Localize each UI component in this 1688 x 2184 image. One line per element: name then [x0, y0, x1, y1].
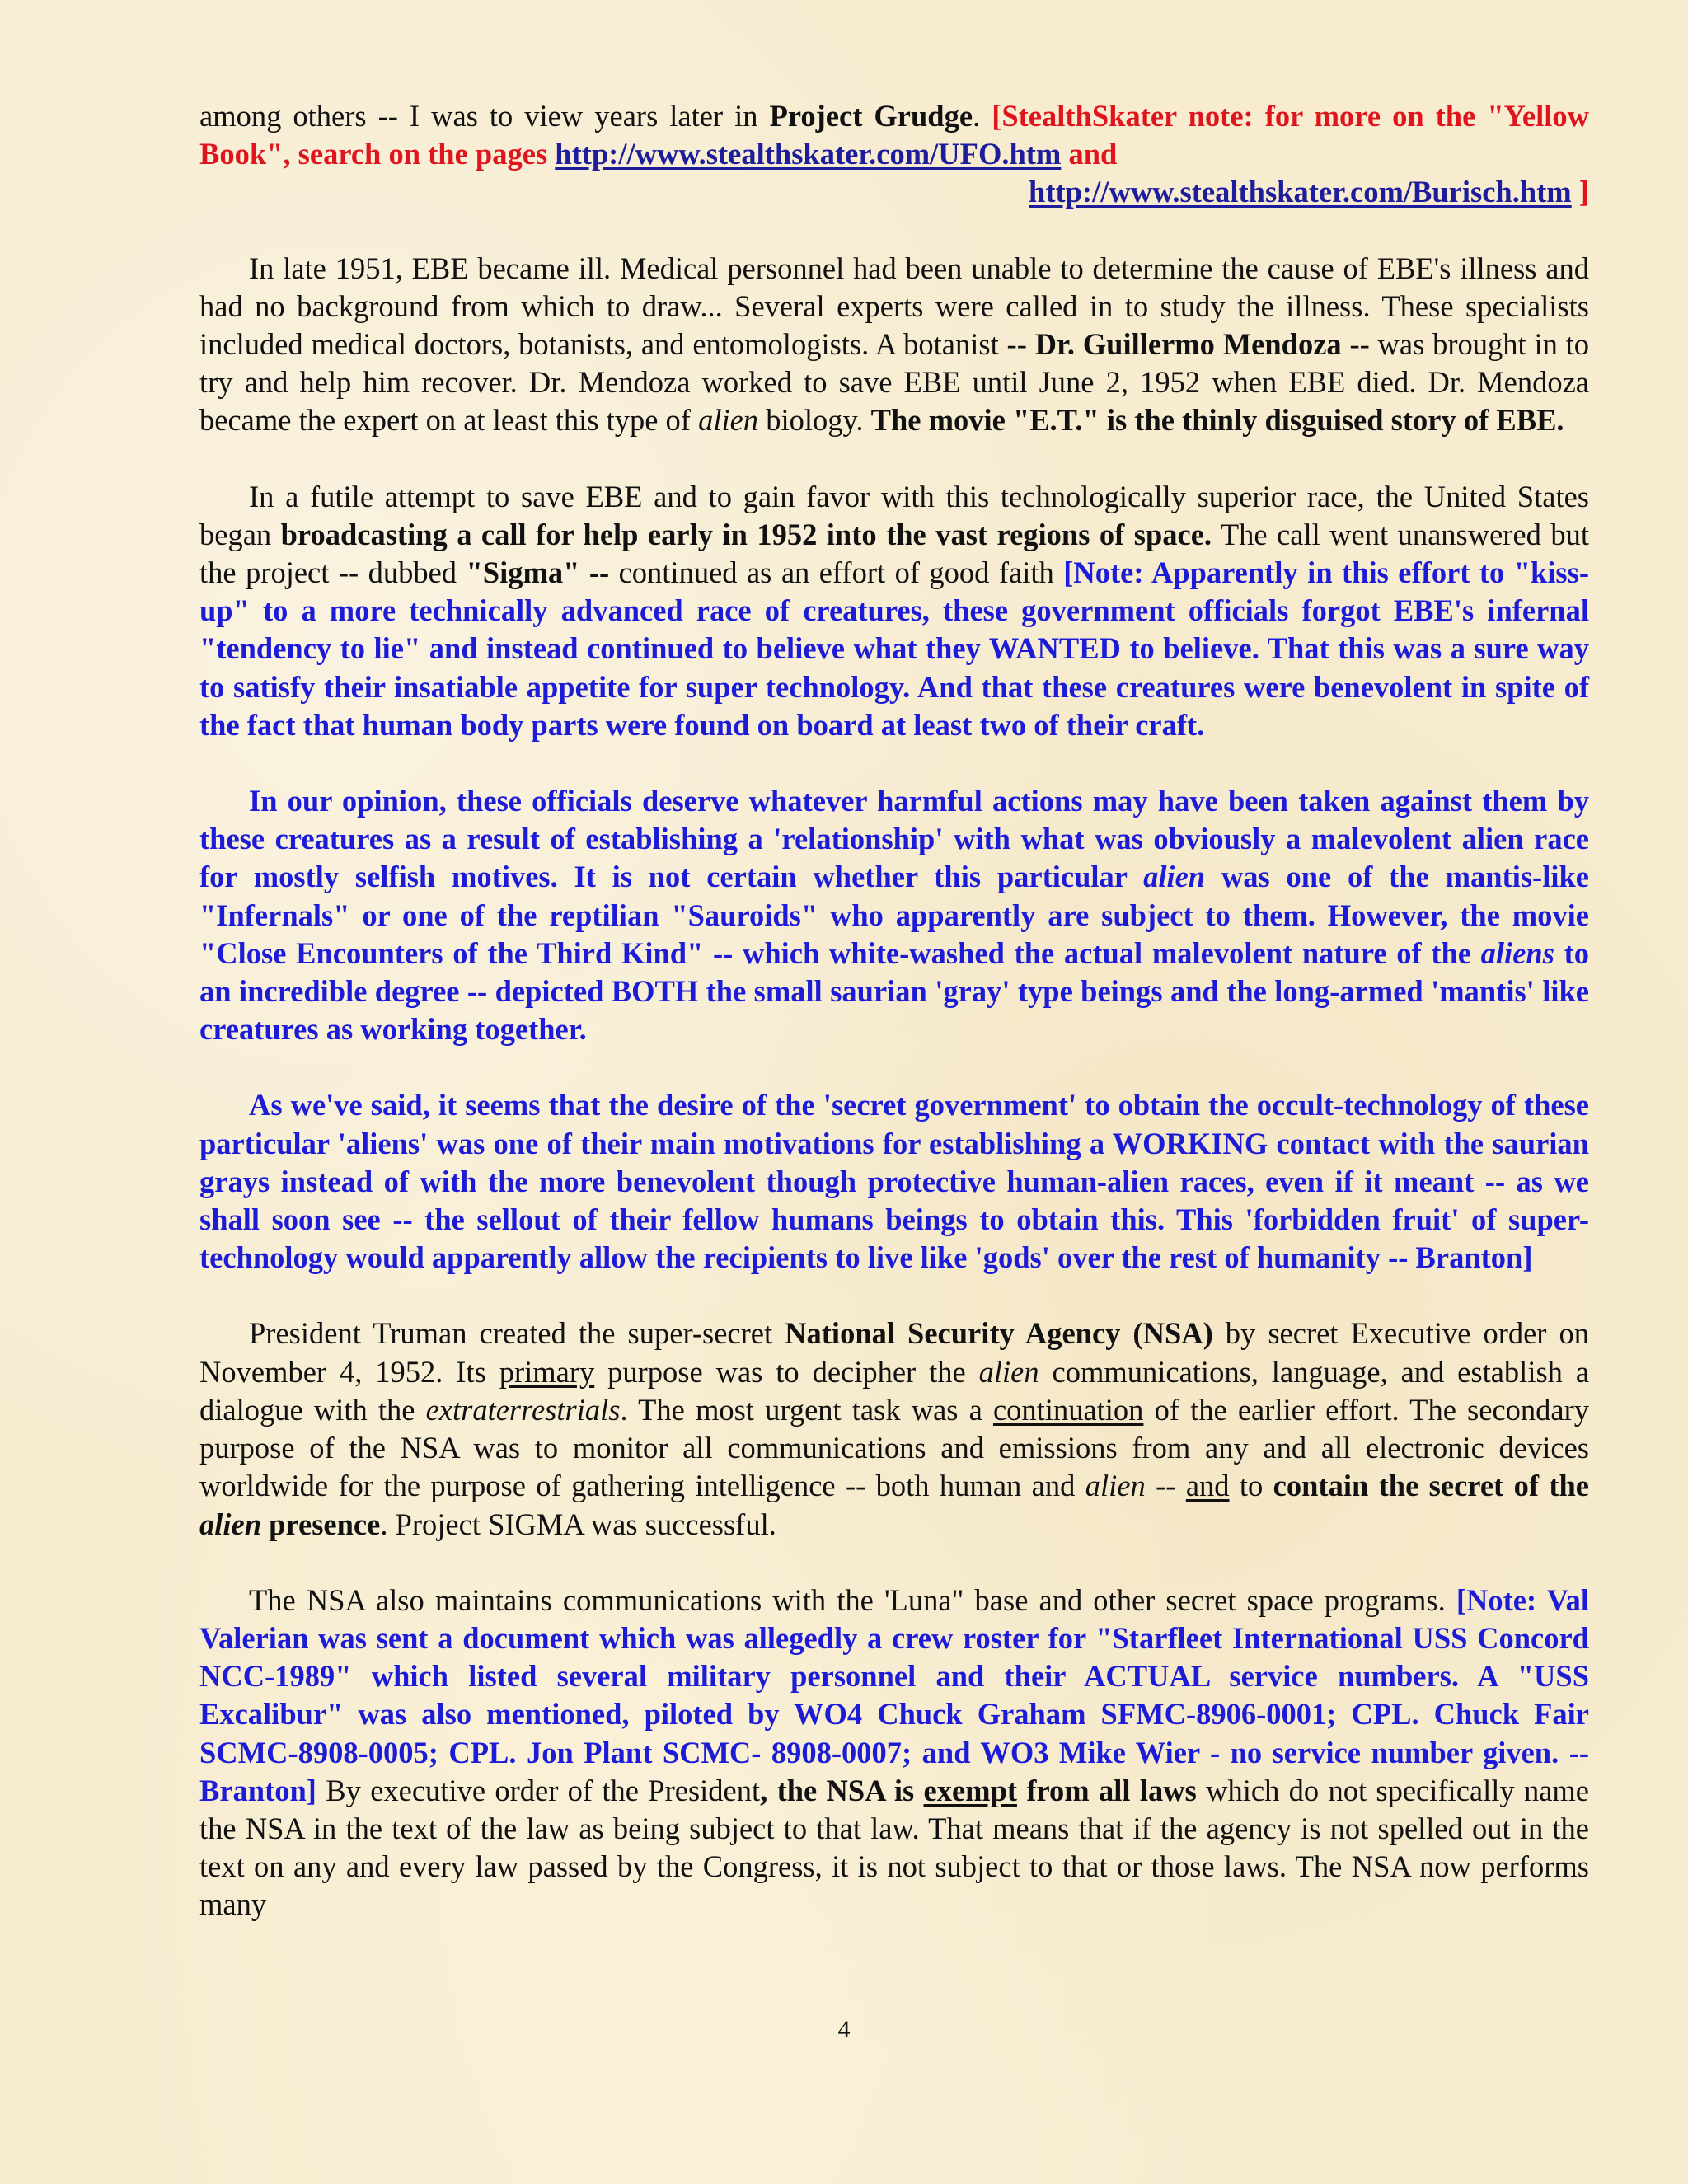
italic-alien: alien — [978, 1354, 1039, 1389]
text-run: By executive order of the President — [316, 1773, 761, 1807]
text-run: -- — [1145, 1469, 1186, 1503]
text-run: The NSA also maintains communications with the 'Luna" base and other secret space programs. — [249, 1582, 1456, 1617]
paragraph-link-line — [199, 173, 1589, 211]
text-run: communications, language, and establish a dialogue with the — [199, 1354, 1590, 1427]
paragraph-gap — [199, 1277, 1589, 1315]
text-run: by secret Executive order on November 4, 1952. Its — [199, 1316, 1590, 1389]
burisch-page-link[interactable]: http://www.stealthskater.com/Burisch.htm — [1029, 175, 1572, 209]
text-run: President Truman created the super-secret — [249, 1316, 785, 1351]
text-run: In a futile attempt to save EBE and to gain favor with this technologically superior race, the United States began — [199, 479, 1589, 551]
paragraph-gap — [199, 744, 1589, 782]
et-movie-text: The movie "E.T." is the thinly disguised story of EBE. — [870, 403, 1564, 438]
stealthskater-note: [StealthSkater note: for more on the "Yellow Book", search on the pages — [199, 99, 1589, 171]
nsa-name: National Security Agency (NSA) — [785, 1316, 1213, 1351]
nsa-is-text: , the NSA is — [760, 1773, 924, 1807]
paragraph-gap — [199, 440, 1589, 478]
paragraph-sigma — [199, 478, 1589, 744]
text-run: to — [1229, 1469, 1273, 1503]
text-run: . — [973, 99, 992, 133]
text-run: In our opinion, these officials deserve whatever harmful actions may have been taken against them by these creatures as a result of establishing a 'relationship' with what was obviously a malevolent alien race for mostly selfish motives. It is not certain whether this particular — [199, 784, 1589, 894]
paragraph-nsa-luna — [199, 1582, 1589, 1924]
text-run: among others -- I was to view years later in — [199, 99, 770, 133]
presence-text: presence — [261, 1507, 381, 1541]
broadcast-call-text: broadcasting a call for help early in 1952 into the vast regions of space. — [280, 517, 1212, 551]
text-run: The call went unanswered but the project -- dubbed — [199, 517, 1590, 590]
from-all-laws-text: from all laws — [1017, 1773, 1197, 1807]
text-run: which do not specifically name the NSA in the text of the law as being subject to that law. That means that if the agency is not spelled out in the text on any and every law passed by the Congress, it is not subject to that or those laws. The NSA now performs many — [199, 1773, 1589, 1922]
text-run: was one of the mantis-like "Infernals" or one of the reptilian "Sauroids" who apparently are subject to them. However, the movie "Close Encounters of the Third Kind" -- which white-washed the actual malevolent nature of the — [199, 860, 1589, 970]
paragraph-opinion — [199, 782, 1589, 1048]
mendoza-name: Dr. Guillermo Mendoza — [1034, 327, 1342, 362]
ufo-page-link[interactable]: http://www.stealthskater.com/UFO.htm — [555, 137, 1062, 171]
sigma-text: "Sigma" -- — [466, 555, 610, 590]
valerian-note: [Note: Val Valerian was sent a document which was allegedly a crew roster for "Starfleet International USS Concord NCC-1989" which listed several military personnel and their ACTUAL service numbers. A "USS Excalibur" was also mentioned, piloted by WO4 Chuck Graham SFMC-8906-0001; CPL. Chuck Fair SCMC-8908-0005; CPL. Jon Plant SCMC- 8908-0007; and WO3 Mike Wier - no service number given. -- Branton] — [199, 1582, 1589, 1807]
text-run: -- was brought in to try and help him recover. Dr. Mendoza worked to save EBE until June 2, 1952 when EBE died. Dr. Mendoza became the expert on at least this type of — [199, 327, 1590, 438]
text-run: to an incredible degree -- depicted BOTH the small saurian 'gray' type beings and the long-armed 'mantis' like creatures as working together. — [199, 935, 1589, 1047]
italic-alien: alien — [698, 403, 759, 438]
paragraph-nsa-created — [199, 1315, 1589, 1543]
branton-note: [Note: Apparently in this effort to "kiss-up" to a more technically advanced race of creatures, these government officials forgot EBE's infernal "tendency to lie" and instead continued to believe what they WANTED to believe. That this was a sure way to satisfy their insatiable appetite for super technology. And that these creatures were benevolent in spite of the fact that human body parts were found on board at least two of their craft. — [199, 555, 1589, 742]
text-run: In late 1951, EBE became ill. Medical personnel had been unable to determine the cause of EBE's illness and had no background from which to draw... Several experts were called in to study the illness. These specialists included medical doctors, botanists, and entomologists. A botanist -- — [199, 251, 1589, 362]
page-number: 4 — [837, 2016, 851, 2043]
italic-extraterrestrials: extraterrestrials — [425, 1392, 621, 1427]
paragraph-gap — [199, 1544, 1589, 1582]
italic-bold-alien: alien — [199, 1507, 262, 1541]
italic-aliens: aliens — [1480, 935, 1554, 970]
text-run: of the earlier effort. The secondary purpose of the NSA was to monitor all communications and emissions from any and all electronic devices worldwide for the purpose of gathering intelligence -- both human and — [199, 1392, 1590, 1503]
text-run: As we've said, it seems that the desire of the 'secret government' to obtain the occult-technology of these particular 'aliens' was one of their main motivations for establishing a WORKING contact with the saurian grays instead of with the more benevolent though protective human-alien races, even if it meant -- as we shall soon see -- the sellout of their fellow humans beings to obtain this. This 'forbidden fruit' of super-technology would apparently allow the recipients to live like 'gods' over the rest of humanity -- Branton] — [199, 1088, 1589, 1275]
paragraph-secret-government — [199, 1086, 1589, 1277]
stealthskater-note-and: and — [1061, 137, 1118, 171]
document-page — [199, 97, 1589, 1924]
paragraph-gap — [199, 212, 1589, 250]
text-run: continued as an effort of good faith — [609, 555, 1064, 590]
text-run: purpose was to decipher the — [594, 1354, 979, 1389]
text-run: biology. — [758, 403, 871, 438]
text-run: . Project SIGMA was successful. — [380, 1507, 776, 1541]
stealthskater-note-close: ] — [1571, 175, 1589, 209]
paragraph-gap — [199, 1048, 1589, 1086]
project-grudge-text: Project Grudge — [769, 99, 973, 133]
underlined-primary: primary — [499, 1354, 595, 1389]
paragraph-ebe-illness — [199, 250, 1589, 440]
underlined-and: and — [1185, 1469, 1230, 1503]
italic-alien: alien — [1085, 1469, 1146, 1503]
text-run: . The most urgent task was a — [620, 1392, 993, 1427]
contain-secret-text: contain the secret of the — [1273, 1469, 1590, 1503]
paragraph-continuation — [199, 97, 1589, 173]
italic-alien: alien — [1143, 860, 1206, 894]
underlined-exempt: exempt — [923, 1773, 1018, 1807]
underlined-continuation: continuation — [992, 1392, 1144, 1427]
